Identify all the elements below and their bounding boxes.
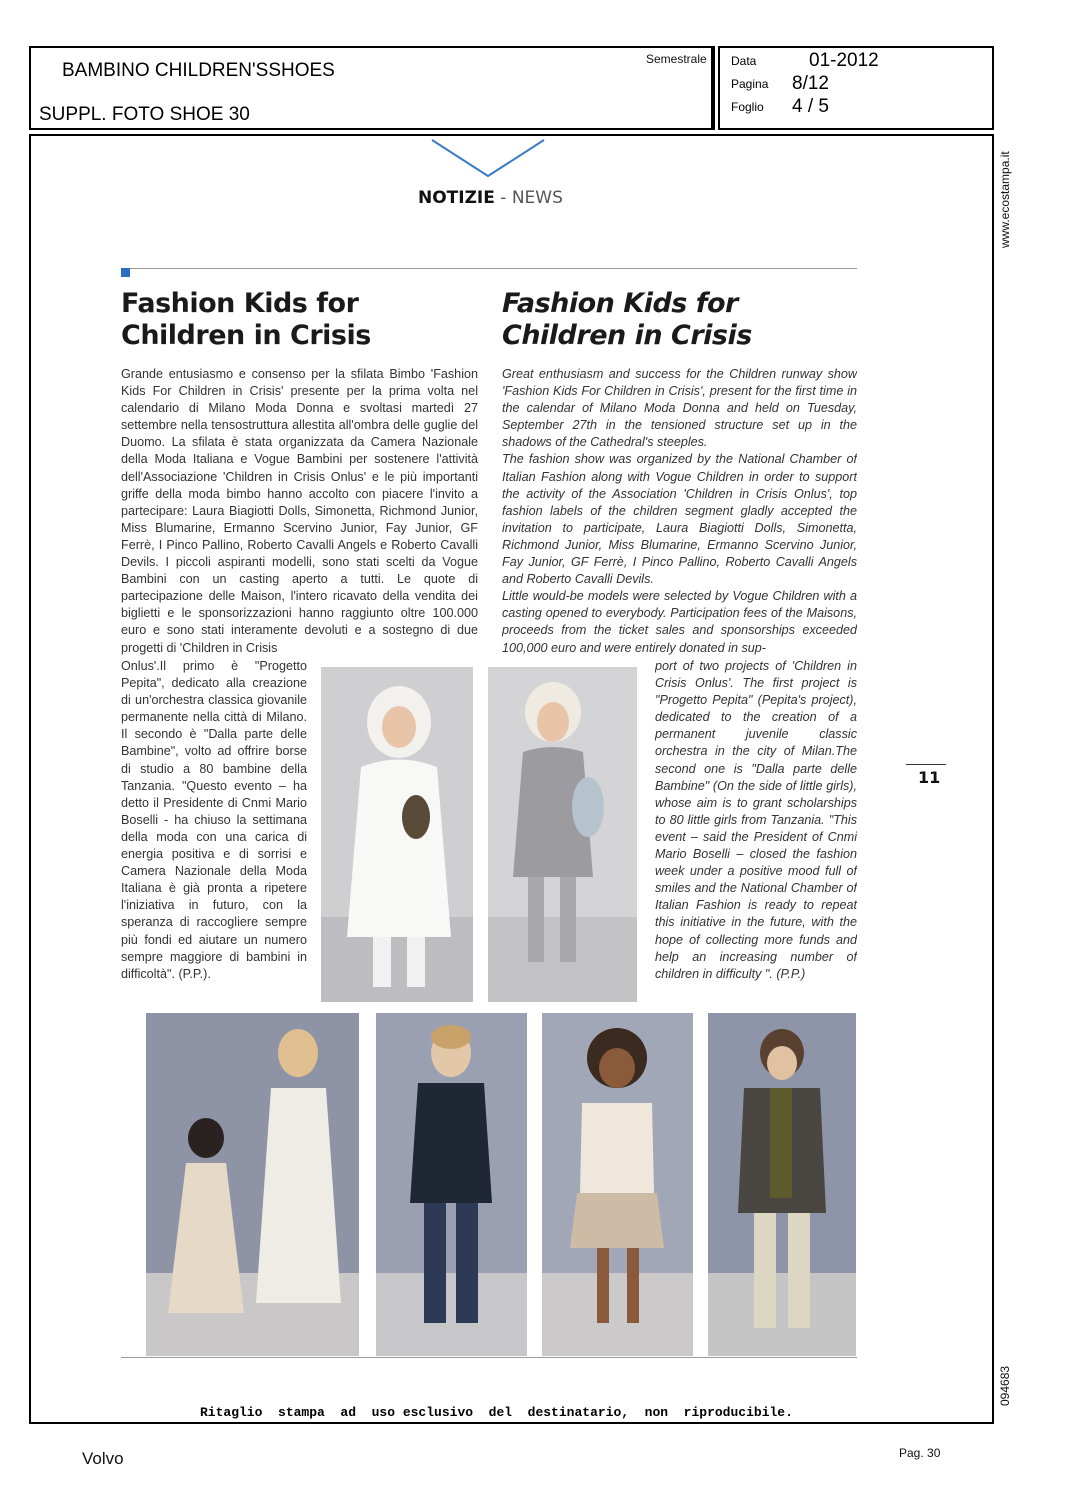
- client-name: Volvo: [82, 1449, 124, 1468]
- body-italian-bottom: [121, 658, 307, 1003]
- article-title-english: Fashion Kids for Children in Crisis: [502, 288, 752, 351]
- chevron-down-icon: [428, 136, 548, 180]
- body-english-top: [502, 366, 857, 657]
- sheet-label: Foglio: [731, 100, 764, 114]
- clipping-disclaimer: Ritaglio stampa ad uso esclusivo del destinatario, non riproducibile.: [200, 1405, 793, 1420]
- body-english-p1: Great enthusiasm and success for the Children runway show 'Fashion Kids For Children in Crisis', present for the first time in the calendar of Milano Moda Donna and held on Tuesday, September 27th in the tensioned structure set up in the shadows of the Cathedral's steeples.: [502, 367, 857, 450]
- section-label-bold: NOTIZIE: [418, 188, 495, 208]
- website-vertical: www.ecostampa.it: [998, 151, 1012, 248]
- frequency-label: Semestrale: [646, 52, 707, 66]
- sheet-value: 4 / 5: [792, 96, 829, 117]
- section-label-light: - NEWS: [494, 188, 563, 208]
- archive-code-vertical: 094683: [998, 1365, 1012, 1406]
- body-english-p2: The fashion show was organized by the National Chamber of Italian Fashion along with Vogue Children in order to support the activity of the Association 'Children in Crisis Onlus', top fashion labels of the children segment gladly accepted the invitation to participate, Laura Biagiotti Dolls, Simonetta, Richmond Junior, Miss Blumarine, Ermanno Scervino Junior, Fay Junior, GF Ferrè, I Pinco Pallino, Roberto Cavalli Angels and Roberto Cavalli Devils.: [502, 452, 857, 587]
- page-label: Pagina: [731, 77, 769, 91]
- date-label: Data: [731, 54, 757, 68]
- body-english-bottom-text: port of two projects of 'Children in Crisis Onlus'. The first project is "Progetto Pepita" (Pepita's project), dedicated to the creation of a permanent juvenile classic orchestra in the city of Milan.The second one is "Dalla parte delle Bambine" (On the side of little girls), whose aim is to grant scholarships to 80 little girls from Tanzania. "This event – said the President of Cnmi Mario Boselli – closed the fashion week under a positive mood full of smiles and the National Chamber of Italian Fashion is ready to repeat this initiative in the future, with the hope of collecting more funds and help an increasing number of children in difficulty ". (P.P.): [655, 659, 857, 981]
- body-italian-top-text: Grande entusiasmo e consenso per la sfilata Bimbo 'Fashion Kids For Children in Crisis' presente per la prima volta nel calendario di Milano Moda Donna e svoltasi martedì 27 settembre nella tensostruttura allestita all'ombra delle guglie del Duomo. La sfilata è stata organizzata da Camera Nazionale della Moda Italiana e Vogue Bambini per sostenere l'attività dell'Associazione 'Children in Crisis Onlus' e le più importanti griffe della moda bimbo hanno accolto con piacere l'invito a partecipare: Laura Biagiotti Dolls, Simonetta, Richmond Junior, Miss Blumarine, Ermanno Scervino Junior, Fay Junior, GF Ferrè, I Pinco Pallino, Roberto Cavalli Angels e Roberto Cavalli Devils. I piccoli aspiranti modelli, sono stati scelti da Vogue Bambini con un casting aperto a tutti. Le quote di partecipazione delle Maison, l'intero ricavato della vendita dei biglietti e le sponsorizzazioni hanno raggiunto oltre 100.000 euro e sono stati interamente devoluti e a sostegno di due progetti di 'Children in Crisis: [121, 367, 478, 655]
- article-title-italian: Fashion Kids for Children in Crisis: [121, 288, 371, 351]
- page-value: 8/12: [792, 73, 829, 94]
- photo-girl-grey-dress: [488, 667, 637, 1002]
- photo-girl-white-coat: [321, 667, 473, 1002]
- photo-boy-blazer: [376, 1013, 527, 1356]
- body-english-p3: Little would-be models were selected by Vogue Children with a casting opened to everybody. Participation fees of the Maisons, proceeds from the ticket sales and sponsorships exceeded 100,000 euro and were entirely donated in sup-: [502, 589, 857, 655]
- body-italian-bottom-text: Onlus'.Il primo è "Progetto Pepita", dedicato alla creazione di un'orchestra classica giovanile permanente nella città di Milano. Il secondo è "Dalla parte delle Bambine", volto ad offrire borse di studio a 80 bambine della Tanzania. "Questo evento – ha detto il Presidente di Cnmi Mario Boselli - ha chiuso la settimana della moda con una carica di energia positiva e di sorrisi e Camera Nazionale della Moda Italiana è già pronta a ripetere l'iniziativa in futuro, con la speranza di raccogliere sempre più fondi ed aiutare un numero sempre maggiore di bambini in difficoltà". (P.P.).: [121, 659, 307, 981]
- publication-name: BAMBINO CHILDREN'SSHOES: [62, 60, 335, 81]
- section-label: [418, 188, 563, 208]
- photo-boy-puffer-jacket: [708, 1013, 856, 1356]
- supplement-name: SUPPL. FOTO SHOE 30: [39, 104, 250, 125]
- page-number: 11: [918, 768, 941, 787]
- accent-square: [121, 268, 130, 277]
- date-value: 01-2012: [809, 50, 879, 71]
- photo-girl-crown: [542, 1013, 693, 1356]
- footer-page: Pag. 30: [899, 1446, 941, 1460]
- body-english-bottom: [655, 658, 857, 1003]
- page-number-rule: [906, 764, 946, 765]
- title-rule: [130, 268, 857, 269]
- bottom-rule: [121, 1357, 857, 1358]
- header-divider: [711, 46, 713, 130]
- photo-girl-and-model: [146, 1013, 359, 1356]
- body-italian-top: [121, 366, 478, 663]
